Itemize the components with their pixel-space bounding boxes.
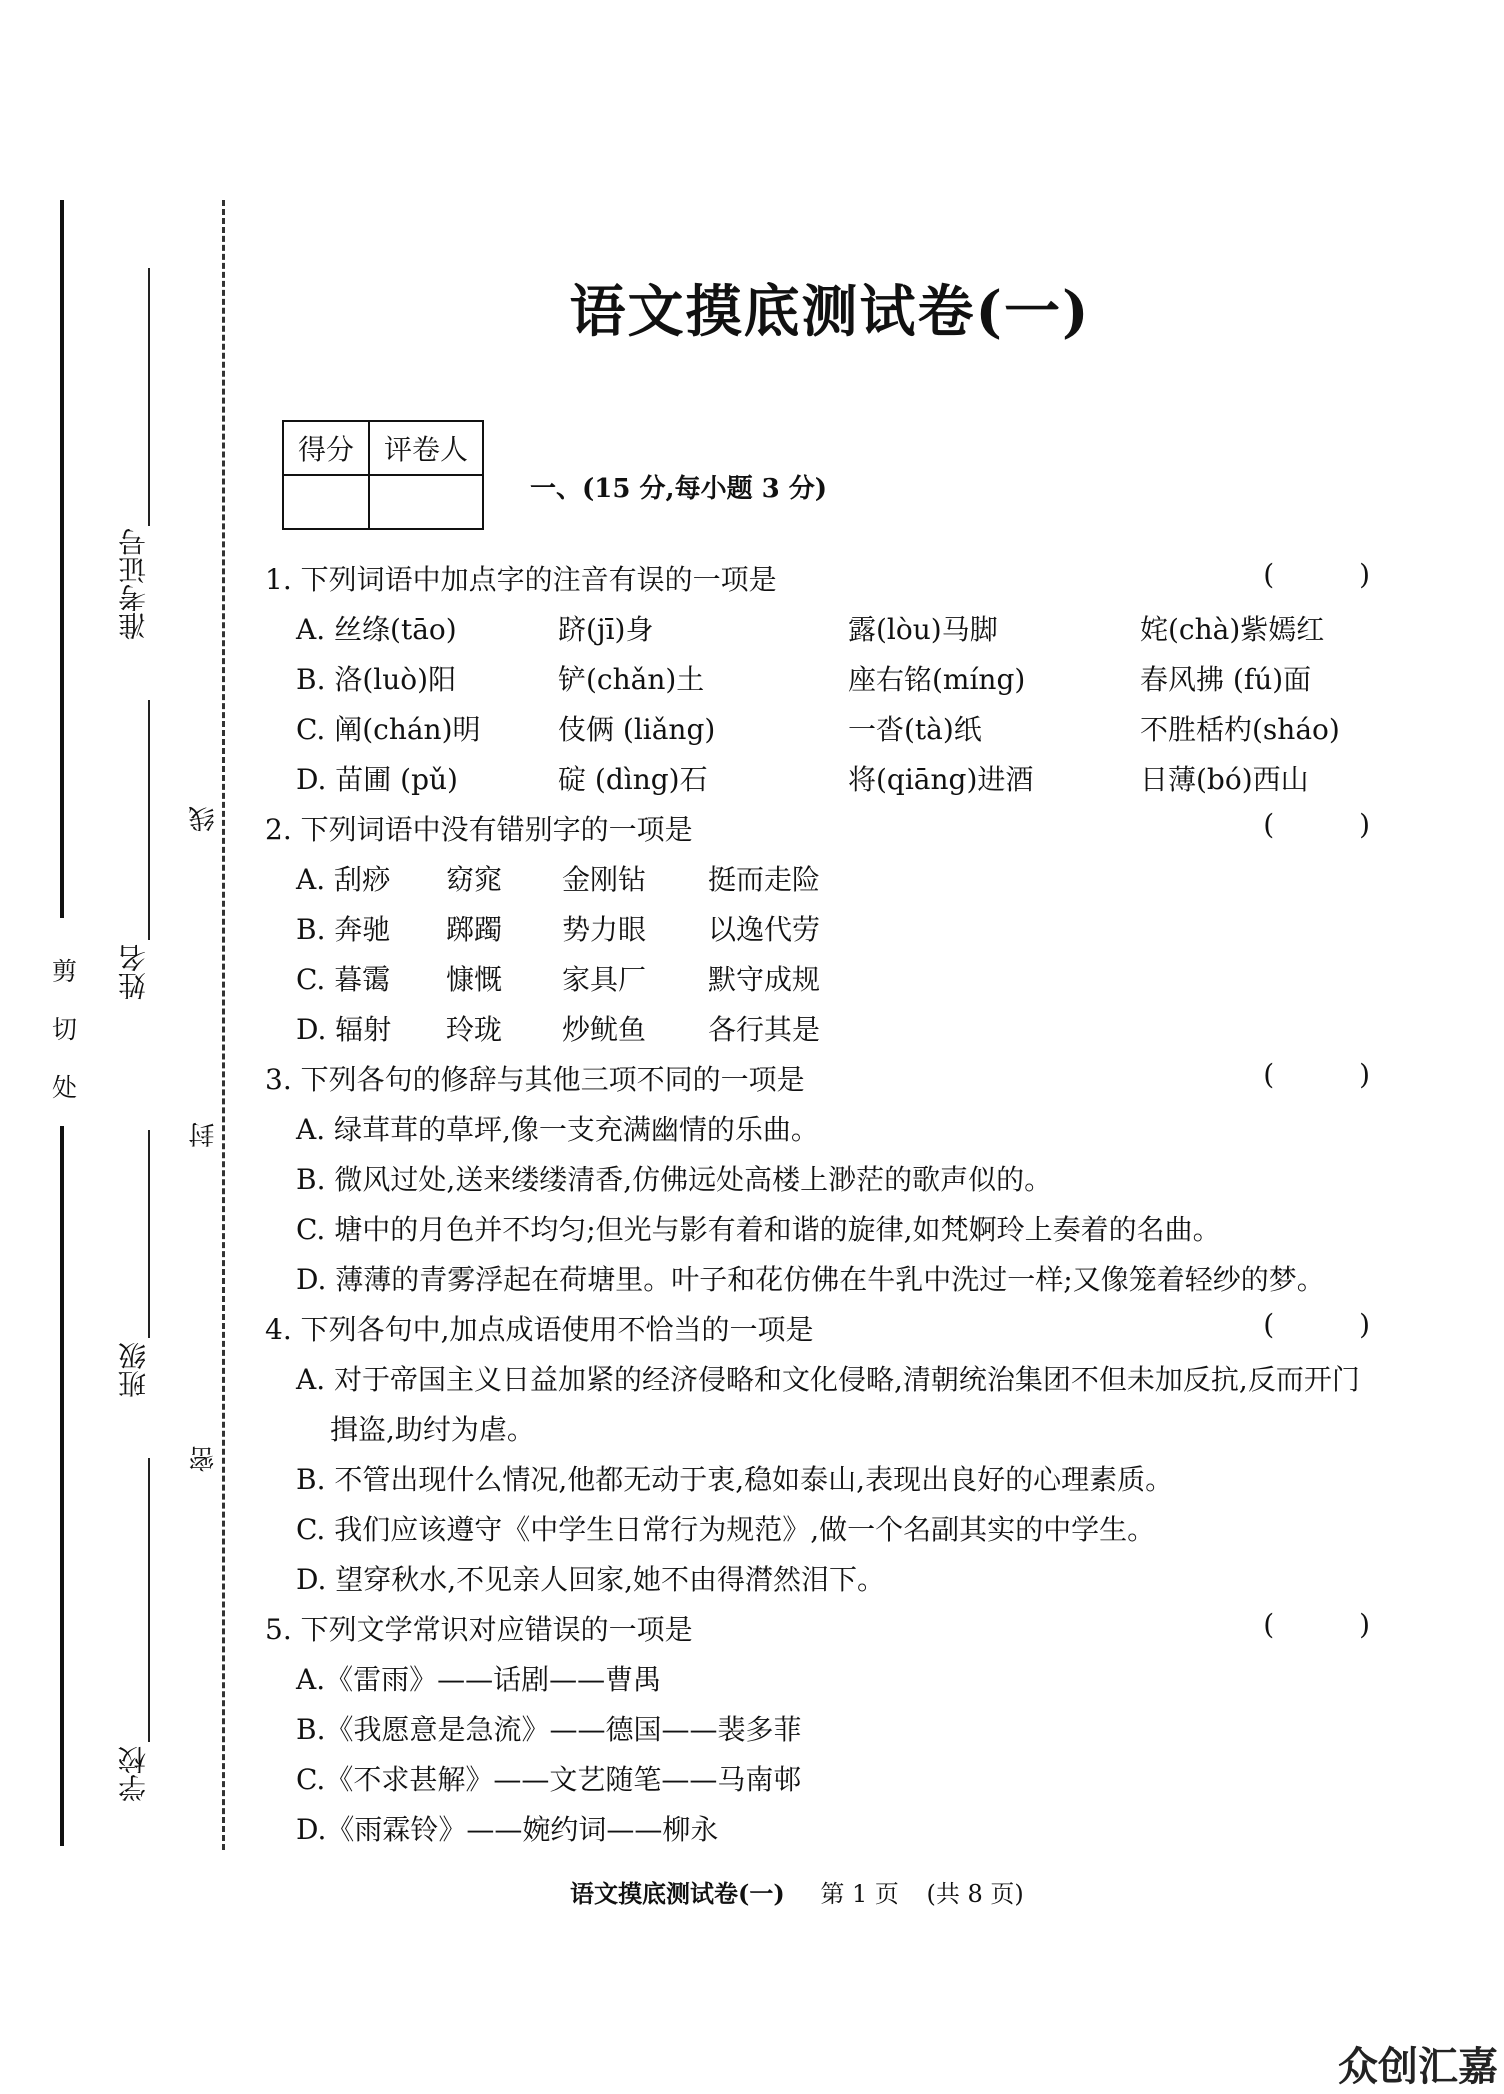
q4-option-c: C. 我们应该遵守《中学生日常行为规范》,做一个名副其实的中学生。 [296, 1513, 1156, 1546]
cut-label-1: 剪 [52, 957, 78, 986]
q3-option-b: B. 微风过处,送来缕缕清香,仿佛远处高楼上渺茫的歌声似的。 [296, 1163, 1053, 1196]
q1-option-d-item-3: 将(qiāng)进酒 [848, 763, 1034, 796]
footer-page-number: 第 1 页 [820, 1880, 899, 1908]
q2-option-c-item-3: 家具厂 [562, 963, 647, 996]
q2-option-d-item-3: 炒鱿鱼 [562, 1013, 647, 1046]
fold-line [222, 200, 225, 1850]
section-heading: 一、(15 分,每小题 3 分) [530, 474, 828, 504]
q2-option-a-item-3: 金刚钻 [562, 863, 647, 896]
q1-option-c-item-4: 不胜栝杓(sháo) [1140, 713, 1340, 746]
watermark-logo: 众创汇嘉 [1338, 2044, 1498, 2090]
class-underline [148, 1130, 150, 1338]
name-underline [148, 700, 150, 940]
q1-option-b-item-3: 座右铭(míng) [848, 663, 1026, 696]
q5-option-c: C.《不求甚解》——文艺随笔——马南邨 [296, 1763, 802, 1796]
q5-option-d: D.《雨霖铃》——婉约词——柳永 [296, 1813, 719, 1846]
seal-word-secret: 密 [189, 1446, 219, 1472]
q2-option-c-item-2: 慷慨 [446, 963, 503, 996]
q5-option-a: A.《雷雨》——话剧——曹禺 [296, 1663, 662, 1696]
seal-word-line: 线 [189, 806, 219, 832]
q1-option-a-item-1: A. 丝绦(tāo) [296, 613, 457, 646]
q3-option-d: D. 薄薄的青雾浮起在荷塘里。叶子和花仿佛在牛乳中洗过一样;又像笼着轻纱的梦。 [296, 1263, 1325, 1296]
score-header: 得分 [283, 421, 369, 475]
q1-option-a-item-3: 露(lòu)马脚 [848, 613, 998, 646]
seal-word-seal: 封 [189, 1122, 219, 1148]
q2-option-b-item-1: B. 奔驰 [296, 913, 391, 946]
class-field [117, 1342, 176, 1398]
name-field [117, 944, 176, 1000]
q1-option-d-item-2: 碇 (dìng)石 [558, 763, 708, 796]
q2-option-d-item-2: 玲珑 [446, 1013, 503, 1046]
q2-option-d-item-1: D. 辐射 [296, 1013, 392, 1046]
cut-label-3: 处 [52, 1073, 78, 1102]
q1-option-c-item-2: 伎俩 (liǎng) [558, 713, 716, 746]
q3-option-a: A. 绿茸茸的草坪,像一支充满幽情的乐曲。 [296, 1113, 819, 1146]
q1-answer-bracket[interactable]: ( ) [1263, 558, 1408, 591]
school-underline [148, 1458, 150, 1742]
q2-stem: 2. 下列词语中没有错别字的一项是 [265, 813, 693, 846]
exam-id-label: 准考证号 [117, 528, 150, 640]
q2-option-c-item-4: 默守成规 [708, 963, 821, 996]
cut-line-bottom [60, 1126, 64, 1846]
q2-option-a-item-2: 窈窕 [446, 863, 503, 896]
q3-answer-bracket[interactable]: ( ) [1263, 1058, 1408, 1091]
q1-option-d-item-4: 日薄(bó)西山 [1140, 763, 1309, 796]
footer-total-pages: (共 8 页) [926, 1880, 1024, 1908]
q1-stem: 1. 下列词语中加点字的注音有误的一项是 [265, 563, 777, 596]
q2-option-a-item-1: A. 刮痧 [296, 863, 391, 896]
q1-option-c-item-3: 一沓(tà)纸 [848, 713, 982, 746]
class-label: 班级 [117, 1342, 150, 1398]
q1-option-b-item-1: B. 洛(luò)阳 [296, 663, 457, 696]
q5-stem: 5. 下列文学常识对应错误的一项是 [265, 1613, 693, 1646]
q4-stem: 4. 下列各句中,加点成语使用不恰当的一项是 [265, 1313, 814, 1346]
page-title: 语文摸底测试卷(一) [569, 279, 1091, 345]
exam-id-field [117, 528, 232, 640]
q3-option-c: C. 塘中的月色并不均匀;但光与影有着和谐的旋律,如梵婀玲上奏着的名曲。 [296, 1213, 1221, 1246]
school-field [117, 1746, 176, 1802]
cut-label-2: 切 [52, 1015, 78, 1044]
q4-option-b: B. 不管出现什么情况,他都无动于衷,稳如泰山,表现出良好的心理素质。 [296, 1463, 1174, 1496]
q2-option-c-item-1: C. 暮霭 [296, 963, 391, 996]
page-footer [570, 1874, 1024, 1909]
q4-option-a-line1: A. 对于帝国主义日益加紧的经济侵略和文化侵略,清朝统治集团不但未加反抗,反而开门 [296, 1363, 1360, 1396]
footer-exam-name: 语文摸底测试卷(一) [570, 1879, 785, 1908]
school-label: 学校 [117, 1746, 150, 1802]
q2-option-d-item-4: 各行其是 [708, 1013, 821, 1046]
q1-option-b-item-2: 铲(chǎn)土 [558, 663, 705, 696]
q5-option-b: B.《我愿意是急流》——德国——裴多菲 [296, 1713, 802, 1746]
q2-option-b-item-2: 踯躅 [446, 913, 503, 946]
q4-option-d: D. 望穿秋水,不见亲人回家,她不由得潸然泪下。 [296, 1563, 886, 1596]
score-cell[interactable] [283, 475, 369, 529]
q2-option-b-item-4: 以逸代劳 [708, 913, 821, 946]
q5-answer-bracket[interactable]: ( ) [1263, 1608, 1408, 1641]
q1-option-a-item-4: 姹(chà)紫嫣红 [1140, 613, 1325, 646]
q1-option-a-item-2: 跻(jī)身 [558, 613, 654, 646]
q2-option-a-item-4: 挺而走险 [708, 863, 821, 896]
grader-header: 评卷人 [369, 421, 483, 475]
name-label: 姓名 [117, 944, 150, 1000]
q4-option-a-line2: 揖盗,助纣为虐。 [330, 1413, 535, 1446]
q3-stem: 3. 下列各句的修辞与其他三项不同的一项是 [265, 1063, 805, 1096]
score-table [282, 420, 484, 530]
q1-option-d-item-1: D. 苗圃 (pǔ) [296, 763, 458, 796]
q2-option-b-item-3: 势力眼 [562, 913, 647, 946]
q2-answer-bracket[interactable]: ( ) [1263, 808, 1408, 841]
q1-option-b-item-4: 春风拂 (fú)面 [1140, 663, 1312, 696]
q1-option-c-item-1: C. 阐(chán)明 [296, 713, 481, 746]
q4-answer-bracket[interactable]: ( ) [1263, 1308, 1408, 1341]
grader-cell[interactable] [369, 475, 483, 529]
